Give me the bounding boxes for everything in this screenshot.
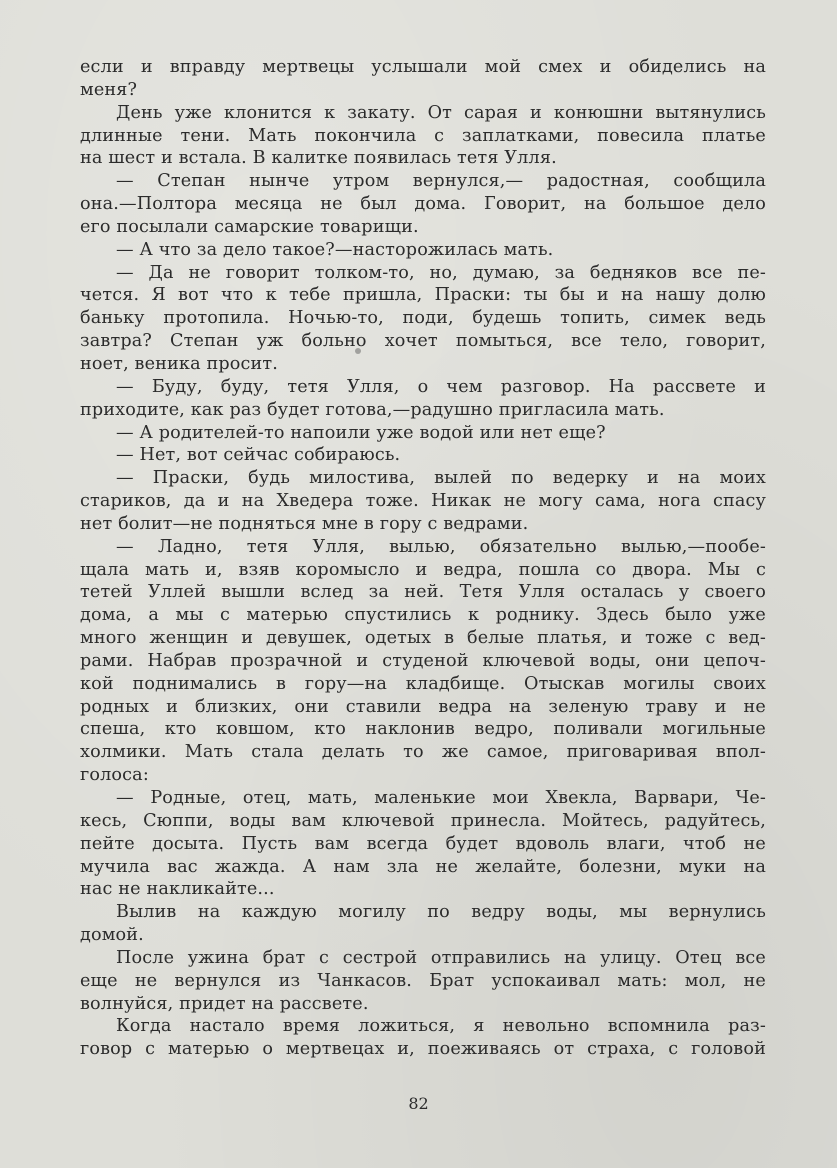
- text-line: — Ладно, тетя Улля, вылью, обязательно вылью,—пообе-: [116, 536, 766, 557]
- text-line: — Буду, буду, тетя Улля, о чем разговор. На рассвете и: [116, 376, 766, 397]
- text-line: дома, а мы с матерью спустились к роднику. Здесь было уже: [80, 605, 766, 626]
- text-line: спеша, кто ковшом, кто наклонив ведро, поливали могильные: [80, 719, 766, 740]
- text-line: мучила вас жажда. А нам зла не желайте, болезни, муки на: [80, 856, 766, 877]
- text-line: чется. Я вот что к тебе пришла, Праски: ты бы и на нашу долю: [80, 285, 766, 306]
- text-line: День уже клонится к закату. От сарая и конюшни вытянулись: [116, 102, 766, 123]
- text-line: — Степан нынче утром вернулся,— радостная, сообщила: [116, 171, 766, 192]
- text-line: пейте досыта. Пусть вам всегда будет вдоволь влаги, чтоб не: [80, 833, 766, 854]
- text-line: она.—Полтора месяца не был дома. Говорит, на большое дело: [80, 194, 766, 215]
- text-line: меня?: [80, 79, 138, 100]
- text-line: кесь, Сюппи, воды вам ключевой принесла. Мойтесь, радуйтесь,: [80, 810, 766, 831]
- text-line: рами. Набрав прозрачной и студеной ключевой воды, они цепоч-: [80, 650, 766, 671]
- text-line: — А что за дело такое?—насторожилась мать.: [116, 239, 554, 260]
- text-line: холмики. Мать стала делать то же самое, приговаривая впол-: [80, 742, 766, 763]
- text-line: родных и близких, они ставили ведра на зеленую траву и не: [80, 696, 766, 717]
- text-line: много женщин и девушек, одетых в белые платья, и тоже с вед-: [80, 628, 766, 649]
- text-line: голоса:: [80, 765, 149, 786]
- text-line: баньку протопила. Ночью-то, поди, будешь топить, симек ведь: [80, 308, 766, 329]
- text-line: еще не вернулся из Чанкасов. Брат успокаивал мать: мол, не: [80, 970, 766, 991]
- text-line: Вылив на каждую могилу по ведру воды, мы вернулись: [116, 902, 766, 923]
- text-line: завтра? Степан уж больно хочет помыться, все тело, говорит,: [80, 331, 766, 352]
- text-line: тетей Уллей вышли вслед за ней. Тетя Улля осталась у своего: [80, 582, 766, 603]
- text-line: приходите, как раз будет готова,—радушно пригласила мать.: [80, 399, 665, 420]
- text-line: После ужина брат с сестрой отправились на улицу. Отец все: [116, 947, 766, 968]
- text-line: Когда настало время ложиться, я невольно вспомнила раз-: [116, 1016, 766, 1037]
- text-line: — Праски, будь милостива, вылей по ведерку и на моих: [116, 468, 766, 489]
- text-line: ноет, веника просит.: [80, 353, 278, 374]
- text-line: волнуйся, придет на рассвете.: [80, 993, 369, 1014]
- text-line: на шест и встала. В калитке появилась тетя Улля.: [80, 148, 557, 169]
- page-number: 82: [408, 1094, 429, 1113]
- text-line: — Да не говорит толком-то, но, думаю, за бедняков все пе-: [116, 262, 766, 283]
- text-line: щала мать и, взяв коромысло и ведра, пошла со двора. Мы с: [80, 559, 766, 580]
- text-line: его посылали самарские товарищи.: [80, 216, 419, 237]
- text-line: говор с матерью о мертвецах и, поеживаясь от страха, с головой: [80, 1039, 766, 1060]
- text-line: стариков, да и на Хведера тоже. Никак не могу сама, нога спасу: [80, 491, 766, 512]
- text-line: — А родителей-то напоили уже водой или нет еще?: [116, 422, 606, 443]
- ink-spot: [355, 348, 361, 354]
- text-line: — Нет, вот сейчас собираюсь.: [116, 445, 401, 466]
- text-line: — Родные, отец, мать, маленькие мои Хвекла, Варвари, Че-: [116, 788, 766, 808]
- body-text: [80, 56, 766, 1061]
- text-line: если и вправду мертвецы услышали мой смех и обиделись на: [80, 57, 766, 77]
- text-line: нас не накликайте...: [80, 879, 275, 900]
- text-line: кой поднимались в гору—на кладбище. Отыскав могилы своих: [80, 673, 766, 694]
- text-line: длинные тени. Мать покончила с заплатками, повесила платье: [80, 125, 766, 146]
- text-line: домой.: [80, 925, 144, 946]
- text-line: нет болит—не подняться мне в гору с ведрами.: [80, 513, 529, 534]
